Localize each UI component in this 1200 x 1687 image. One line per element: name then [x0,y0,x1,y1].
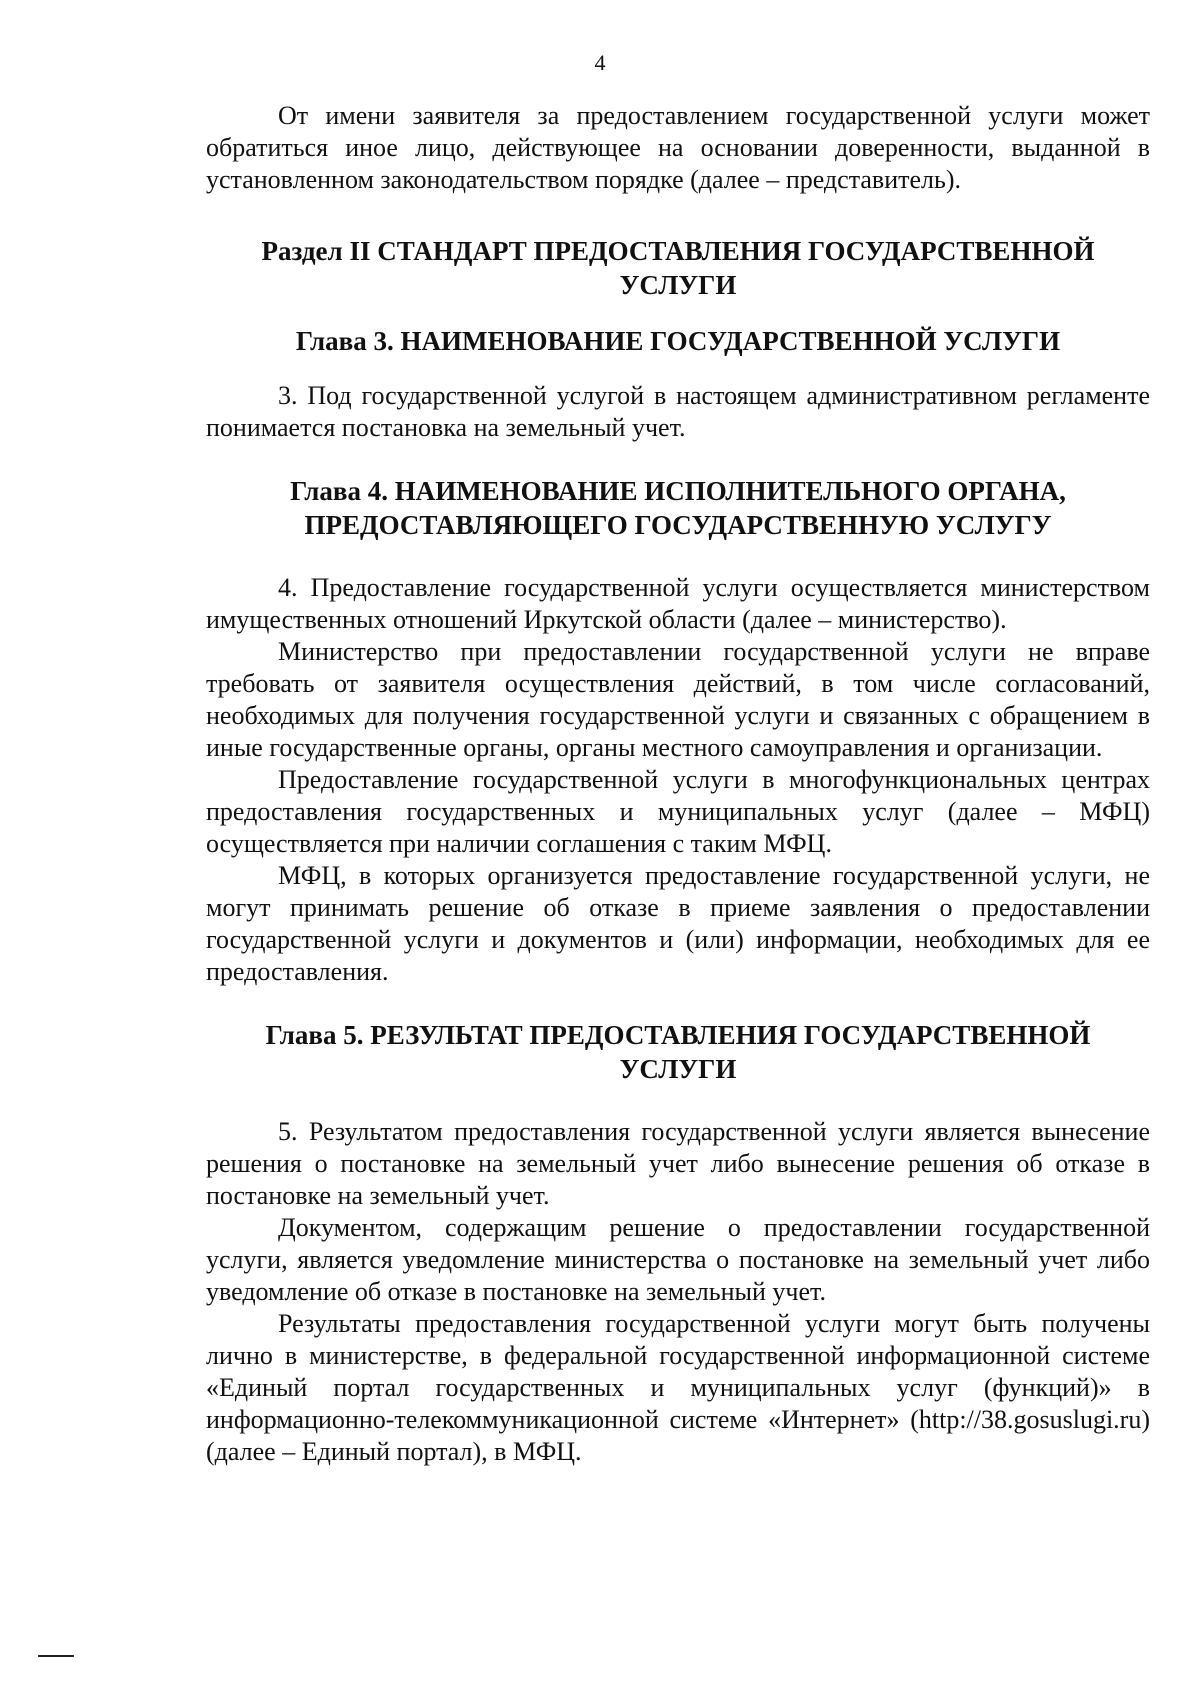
paragraph-result-channels: Результаты предоставления государственной услуги могут быть получены лично в министерстве, в федеральной государственной информационной системе «Единый портал государственных и муниципальных услуг (функций)» в информационно-телекоммуникационной системе «Интернет» (http://38.gosuslugi.ru) (далее – Единый портал), в МФЦ. [206,1309,1150,1466]
page-number: 4 [594,50,606,75]
chapter-heading-5 [206,1018,1150,1086]
paragraph-result-document: Документом, содержащим решение о предоставлении государственной услуги, является уведомление министерства о постановке на земельный учет либо уведомление об отказе в постановке на земельный учет. [206,1213,1150,1306]
paragraph-mfc-no-refusal: МФЦ, в которых организуется предоставление государственной услуги, не могут принимать решение об отказе в приеме заявления о предоставлении государственной услуги и документов и (или) информации, необходимых для ее предоставления. [206,861,1150,986]
footer-line-mark [38,1655,74,1657]
chapter-heading-4 [206,474,1150,542]
document-body [206,100,1150,1468]
paragraph-representative: От имени заявителя за предоставлением государственной услуги может обратиться иное лицо, действующее на основании доверенности, выданной в установленном законодательством порядке (далее – представитель). [206,101,1150,194]
heading-line: УСЛУГИ [619,270,737,300]
heading-line: ПРЕДОСТАВЛЯЮЩЕГО ГОСУДАРСТВЕННУЮ УСЛУГУ [304,510,1052,540]
heading-line: Глава 3. НАИМЕНОВАНИЕ ГОСУДАРСТВЕННОЙ УСЛУГИ [295,326,1061,356]
paragraph-item-4: 4. Предоставление государственной услуги осуществляется министерством имущественных отношений Иркутской области (далее – министерство). [206,573,1150,634]
paragraph-mfc-provision: Предоставление государственной услуги в многофункциональных центрах предоставления государственных и муниципальных услуг (далее – МФЦ) осуществляется при наличии соглашения с таким МФЦ. [206,765,1150,858]
heading-line: Раздел II СТАНДАРТ ПРЕДОСТАВЛЕНИЯ ГОСУДАРСТВЕННОЙ [261,236,1095,266]
paragraph-item-5: 5. Результатом предоставления государственной услуги является вынесение решения о постановке на земельный учет либо вынесение решения об отказе в постановке на земельный учет. [206,1117,1150,1210]
heading-line: УСЛУГИ [619,1054,737,1084]
section-heading-standard [206,234,1150,302]
paragraph-item-3: 3. Под государственной услугой в настоящем административном регламенте понимается постановка на земельный учет. [206,381,1150,442]
paragraph-ministry-restrictions: Министерство при предоставлении государственной услуги не вправе требовать от заявителя осуществления действий, в том числе согласований, необходимых для получения государственной услуги и связанных с обращением в иные государственные органы, органы местного самоуправления и организации. [206,637,1150,762]
heading-line: Глава 4. НАИМЕНОВАНИЕ ИСПОЛНИТЕЛЬНОГО ОРГАНА, [290,476,1066,506]
chapter-heading-3 [206,324,1150,358]
heading-line: Глава 5. РЕЗУЛЬТАТ ПРЕДОСТАВЛЕНИЯ ГОСУДАРСТВЕННОЙ [265,1020,1091,1050]
